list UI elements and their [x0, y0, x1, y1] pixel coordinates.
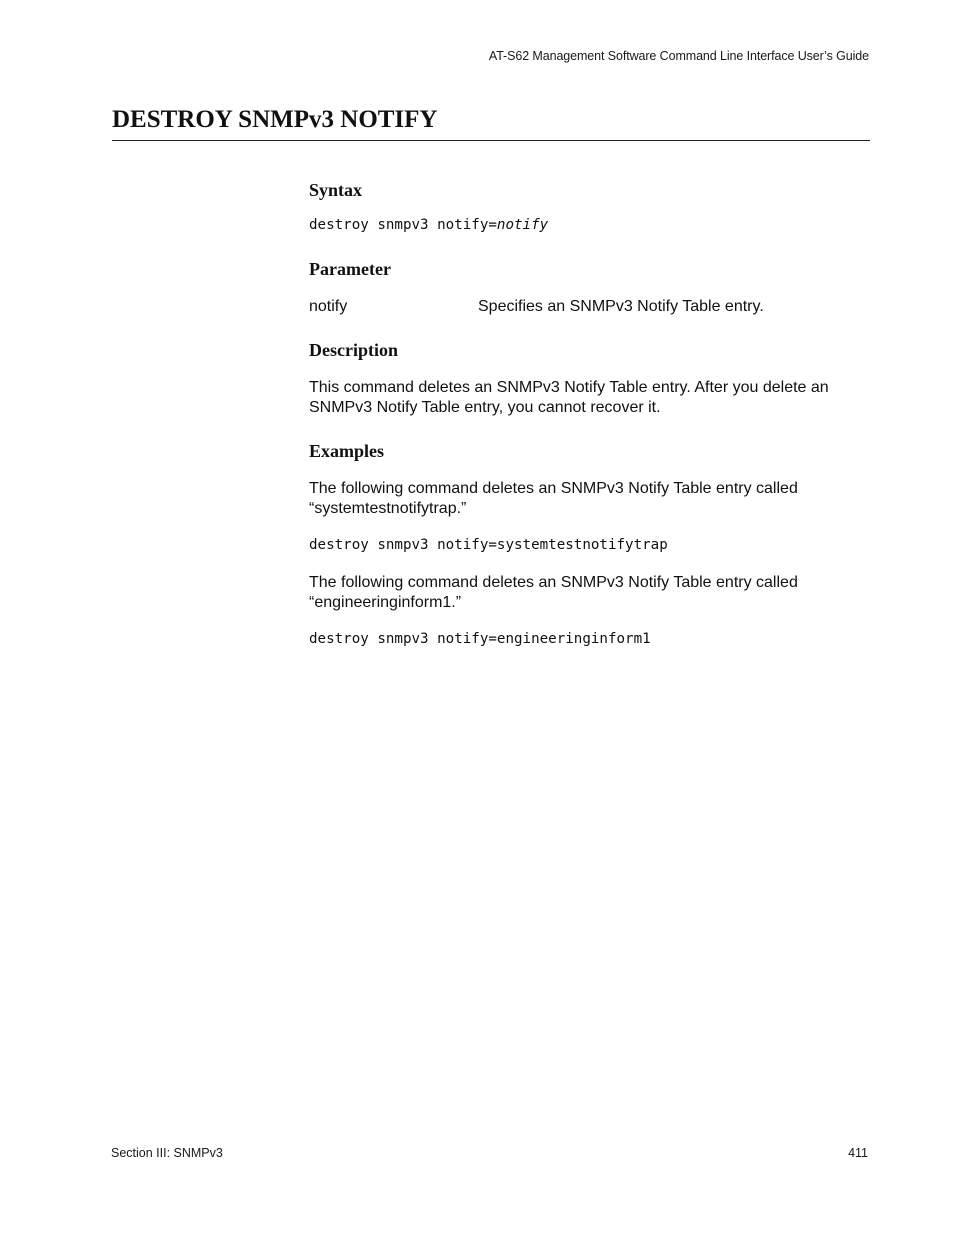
parameter-description: Specifies an SNMPv3 Notify Table entry. — [478, 298, 764, 315]
syntax-command-prefix: destroy snmpv3 notify= — [309, 217, 497, 233]
footer-page-number: 411 — [848, 1146, 868, 1160]
examples-heading: Examples — [309, 441, 385, 461]
running-header: AT-S62 Management Software Command Line Interface User’s Guide — [488, 49, 869, 63]
parameter-heading: Parameter — [309, 259, 391, 279]
footer-section: Section III: SNMPv3 — [111, 1146, 223, 1160]
syntax-command-variable: notify — [496, 217, 549, 233]
example-command-2: destroy snmpv3 notify=engineeringinform1 — [309, 631, 651, 647]
page-title: DESTROY SNMPv3 NOTIFY — [112, 106, 438, 133]
example-text-1: The following command deletes an SNMPv3 Notify Table entry called “systemtestnotifytrap.” — [309, 480, 798, 517]
description-text: This command deletes an SNMPv3 Notify Table entry. After you delete an SNMPv3 Notify Table entry, you cannot recover it. — [309, 379, 829, 416]
parameter-name: notify — [309, 298, 348, 315]
description-heading: Description — [309, 340, 398, 360]
example-text-2: The following command deletes an SNMPv3 Notify Table entry called “engineeringinform1.” — [309, 574, 798, 611]
example-command-1: destroy snmpv3 notify=systemtestnotifytrap — [309, 537, 668, 553]
title-rule — [112, 140, 870, 141]
syntax-command — [309, 217, 548, 233]
syntax-heading: Syntax — [309, 180, 363, 200]
